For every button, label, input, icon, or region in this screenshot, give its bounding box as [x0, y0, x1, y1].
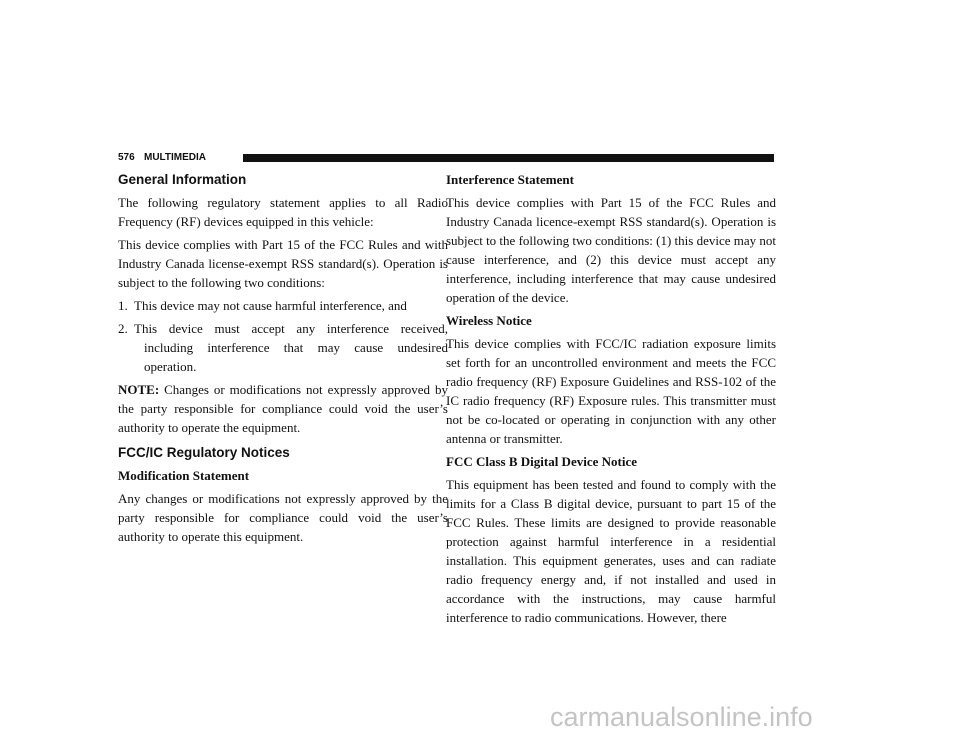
- modification-statement-heading: Modification Statement: [118, 468, 250, 483]
- class-b-notice-text: This equipment has been tested and found to comply with the limits for a Class B digital device, pursuant to part 15 of the FCC Rules. These limits are designed to provide reasonable protection against harmful interference in a residential installation. This equipment generates, uses and can radiate radio frequency energy and, if not installed and used in accordance with the instructions, may cause harmful interference to radio communications. However, there: [446, 477, 776, 625]
- list-item: [118, 319, 448, 376]
- general-information-heading: General Information: [118, 172, 247, 187]
- list-item: [118, 296, 448, 315]
- list-number: 2.: [118, 321, 128, 336]
- general-paragraph-1: The following regulatory statement applies to all Radio Frequency (RF) devices equipped in this vehicle:: [118, 195, 448, 229]
- general-paragraph-2: This device complies with Part 15 of the FCC Rules and with Industry Canada license-exempt RSS standard(s). Operation is subject to the following two conditions:: [118, 237, 448, 290]
- wireless-notice-text: This device complies with FCC/IC radiation exposure limits set forth for an uncontrolled environment and meets the FCC radio frequency (RF) Exposure Guidelines and RSS-102 of the IC radio frequency (RF) Exposure rules. This transmitter must not be co-located or operating in conjunction with any other antenna or transmitter.: [446, 336, 776, 446]
- wireless-notice-heading: Wireless Notice: [446, 313, 532, 328]
- list-text: This device must accept any interference received, including interference that may cause undesired operation.: [134, 321, 448, 374]
- fcc-notices-heading: FCC/IC Regulatory Notices: [118, 445, 290, 460]
- page-header: [118, 151, 774, 165]
- note-text: Changes or modifications not expressly approved by the party responsible for compliance could void the user’s authority to operate the equipment.: [118, 382, 448, 435]
- page-number: 576: [118, 152, 135, 163]
- header-rule: [243, 154, 774, 162]
- interference-statement-heading: Interference Statement: [446, 172, 574, 187]
- watermark: carmanualsonline.info: [550, 702, 813, 732]
- section-title: MULTIMEDIA: [144, 152, 207, 163]
- list-number: 1.: [118, 298, 128, 313]
- list-text: This device may not cause harmful interference, and: [134, 298, 407, 313]
- note-paragraph: [118, 380, 448, 437]
- note-label: NOTE:: [118, 382, 160, 397]
- class-b-notice-heading: FCC Class B Digital Device Notice: [446, 454, 637, 469]
- left-column: [118, 170, 448, 546]
- modification-statement-text: Any changes or modifications not expressly approved by the party responsible for compliance could void the user’s authority to operate this equipment.: [118, 491, 448, 544]
- right-column: [446, 170, 776, 627]
- interference-statement-text: This device complies with Part 15 of the FCC Rules and Industry Canada licence-exempt RSS standard(s). Operation is subject to the following two conditions: (1) this device may not cause interference, and (2) this device must accept any interference, including interference that may cause undesired operation of the device.: [446, 195, 777, 305]
